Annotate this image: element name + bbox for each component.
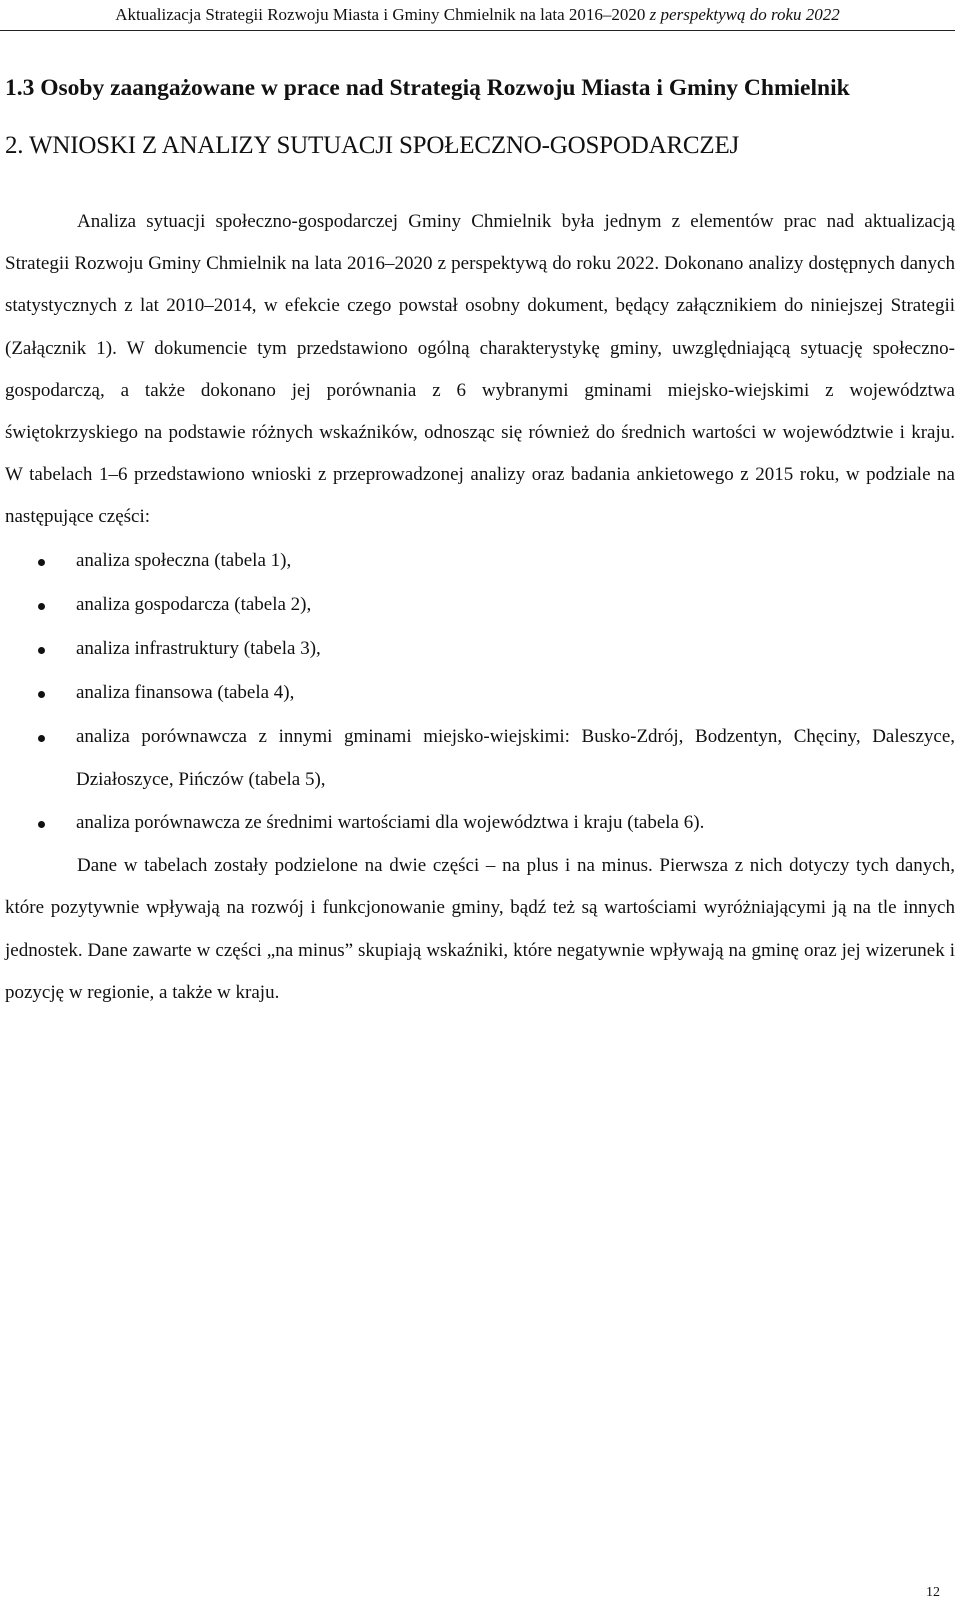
bullet-icon bbox=[38, 821, 45, 828]
list-item-text: analiza gospodarcza (tabela 2), bbox=[76, 593, 312, 615]
list-item-text: analiza porównawcza ze średnimi wartościami dla województwa i kraju (tabela 6). bbox=[76, 811, 705, 833]
list-item bbox=[5, 583, 955, 627]
page-content bbox=[5, 66, 955, 1015]
intro-paragraph: Analiza sytuacji społeczno-gospodarczej Gminy Chmielnik była jednym z elementów prac nad aktualizacją Strategii Rozwoju Gminy Chmielnik na lata 2016–2020 z perspektywą do roku 2022. Dokonano analizy dostępnych danych statystycznych z lat 2010–2014, w efekcie czego powstał osobny dokument, będący załącznikiem do niniejszej Strategii (Załącznik 1). W dokumencie tym przedstawiono ogólną charakterystykę gminy, uwzględniającą sytuację społeczno-gospodarczą, a także dokonano jej porównania z 6 wybranymi gminami miejsko-wiejskimi z województwa świętokrzyskiego na podstawie różnych wskaźników, odnosząc się również do średnich wartości w województwie i kraju. W tabelach 1–6 przedstawiono wnioski z przeprowadzonej analizy oraz badania ankietowego z 2015 roku, w podziale na następujące części: bbox=[5, 211, 955, 528]
closing-paragraph: Dane w tabelach zostały podzielone na dwie części – na plus i na minus. Pierwsza z nich dotyczy tych danych, które pozytywnie wpływają na rozwój i funkcjonowanie gminy, bądź też są wartościami wyróżniającymi ją na tle innych jednostek. Dane zawarte w części „na minus” skupiają wskaźniki, które negatywnie wpływają na gminę oraz jej wizerunek i pozycję w regionie, a także w kraju. bbox=[5, 854, 955, 1004]
chapter-heading-2: 2. WNIOSKI Z ANALIZY SUTUACJI SPOŁECZNO-GOSPODARCZEJ bbox=[5, 132, 740, 159]
list-item bbox=[5, 801, 955, 845]
bullet-icon bbox=[38, 603, 45, 610]
list-item-text: analiza porównawcza z innymi gminami miejsko-wiejskimi: Busko-Zdrój, Bodzentyn, Chęciny, Daleszyce, Działoszyce, Pińczów (tabela 5), bbox=[76, 725, 955, 790]
bullet-icon bbox=[38, 647, 45, 654]
section-heading-1-3: 1.3 Osoby zaangażowane w prace nad Strategią Rozwoju Miasta i Gminy Chmielnik bbox=[5, 75, 850, 101]
list-item bbox=[5, 671, 955, 715]
list-item bbox=[5, 715, 955, 801]
running-header-title-italic: z perspektywą do roku 2022 bbox=[649, 5, 840, 24]
bullet-icon bbox=[38, 559, 45, 566]
list-item-text: analiza finansowa (tabela 4), bbox=[76, 681, 295, 703]
analysis-parts-list bbox=[5, 539, 955, 845]
list-item-text: analiza infrastruktury (tabela 3), bbox=[76, 637, 321, 659]
running-header-title: Aktualizacja Strategii Rozwoju Miasta i Gminy Chmielnik na lata 2016–2020 bbox=[115, 5, 646, 24]
list-item bbox=[5, 539, 955, 583]
running-header bbox=[0, 4, 955, 26]
list-item bbox=[5, 627, 955, 671]
bullet-icon bbox=[38, 735, 45, 742]
list-item-text: analiza społeczna (tabela 1), bbox=[76, 549, 292, 571]
header-divider bbox=[0, 30, 955, 31]
bullet-icon bbox=[38, 691, 45, 698]
page-number: 12 bbox=[926, 1585, 940, 1600]
